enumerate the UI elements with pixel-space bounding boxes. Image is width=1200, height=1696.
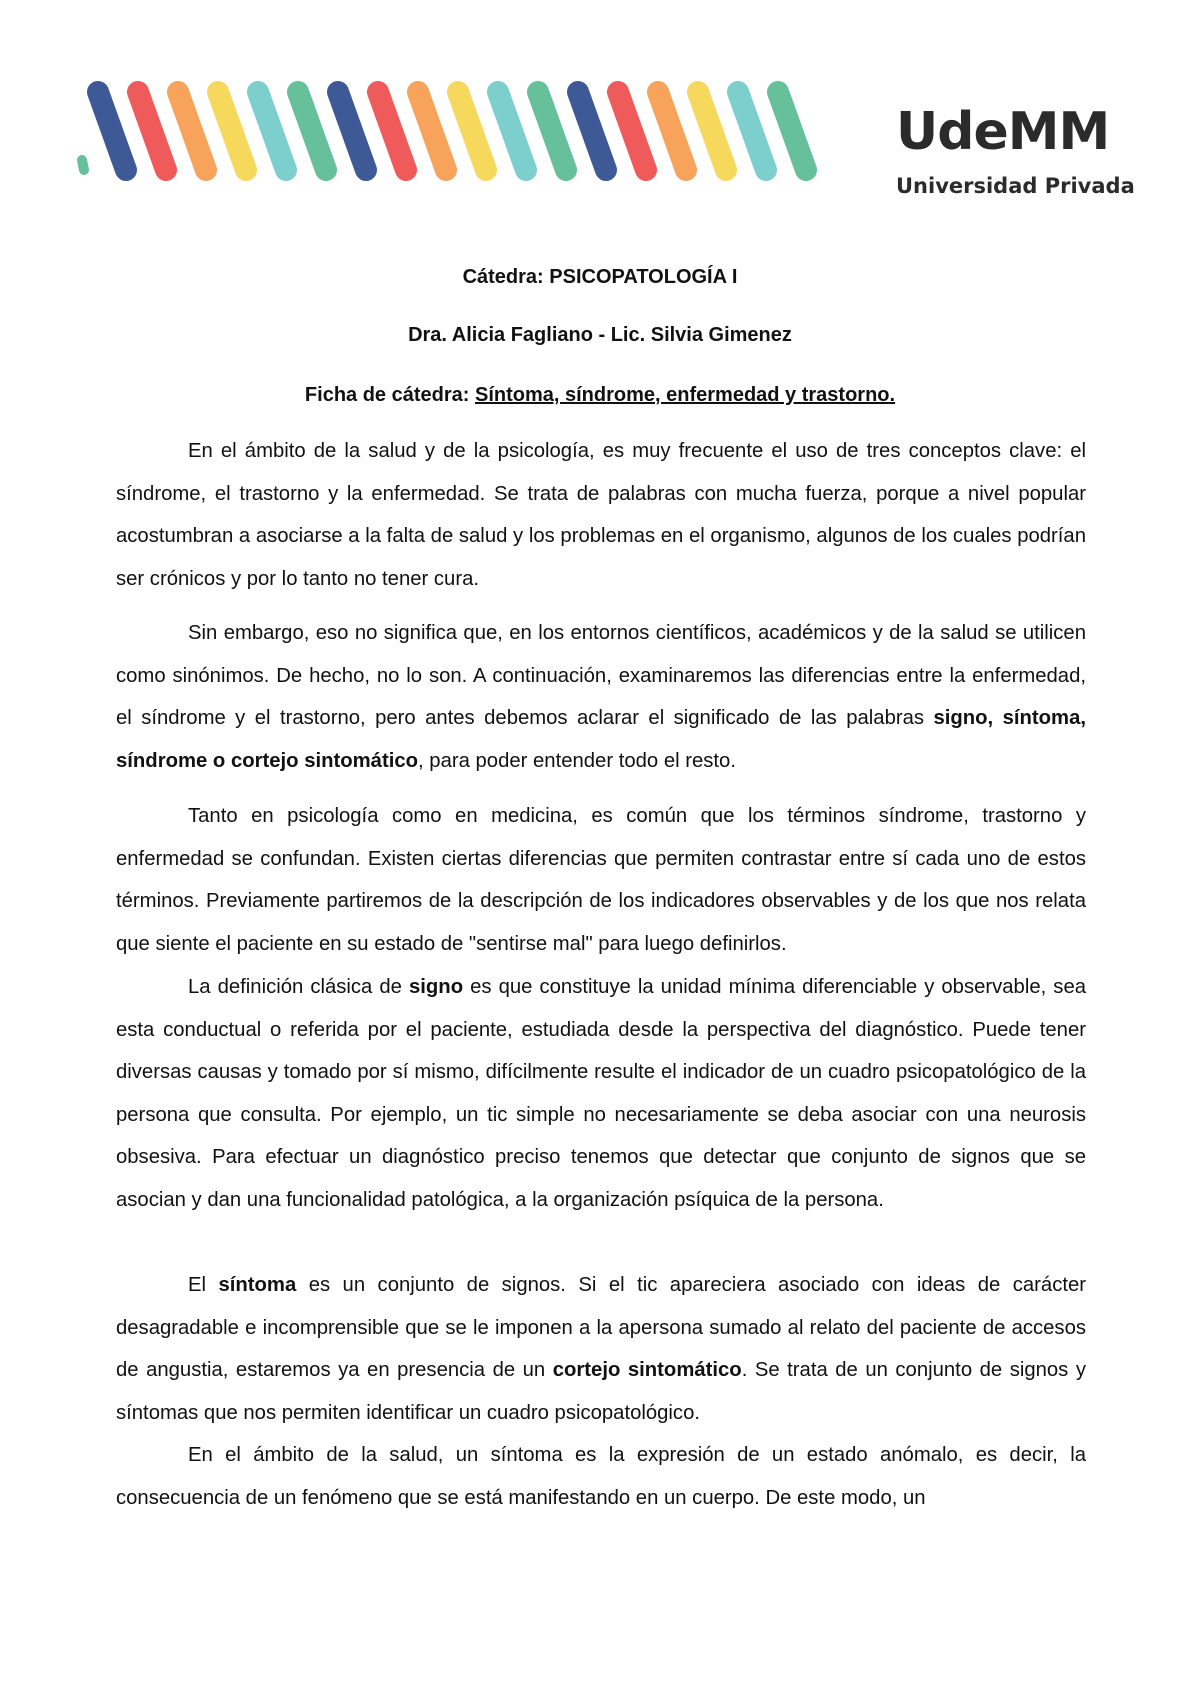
paragraph-5-text: El: [188, 1274, 219, 1296]
stripe: [138, 92, 166, 170]
paragraph-4-bold: signo: [409, 976, 464, 998]
paragraph-2-bold: signo, síntoma, síndrome o cortejo sintomático: [116, 707, 1086, 772]
paragraph-5: [116, 1264, 1086, 1434]
stripe: [218, 92, 246, 170]
stripe: [578, 92, 606, 170]
paragraph-6: [116, 1434, 1086, 1519]
stripe: [298, 92, 326, 170]
paragraph-2-text: Sin embargo, eso no significa que, en los entornos científicos, académicos y de la salud se utilicen como sinónimos. De hecho, no lo son. A continuación, examinaremos las diferencias entre la enfermedad, el síndrome y el trastorno, pero antes debemos aclarar el significado de las palabras: [116, 622, 1086, 729]
stripe-edge: [82, 160, 84, 170]
paragraph-1-text: En el ámbito de la salud y de la psicología, es muy frecuente el uso de tres conceptos clave: el síndrome, el trastorno y la enfermedad. Se trata de palabras con mucha fuerza, porque a nivel popular acostumbran a asociarse a la falta de salud y los problemas en el organismo, algunos de los cuales podrían ser crónicos y por lo tanto no tener cura.: [116, 440, 1086, 590]
paragraph-4: [116, 966, 1086, 1221]
decorative-stripes: [82, 92, 806, 170]
ficha-title: Síntoma, síndrome, enfermedad y trastorno.: [474, 384, 896, 406]
paragraph-5-bold-2: cortejo sintomático: [552, 1359, 742, 1381]
paragraph-4-text: La definición clásica de: [188, 976, 409, 998]
paragraph-1: [116, 430, 1086, 600]
paragraph-3: [116, 795, 1086, 965]
stripe: [498, 92, 526, 170]
catedra-label: Cátedra:: [462, 266, 550, 288]
stripe: [98, 92, 126, 170]
stripe: [778, 92, 806, 170]
logo-title: UdeMM: [896, 102, 1110, 162]
stripe: [538, 92, 566, 170]
paragraph-2-end: , para poder entender todo el resto.: [418, 749, 736, 772]
stripe: [338, 92, 366, 170]
stripe: [178, 92, 206, 170]
paragraph-3-text: Tanto en psicología como en medicina, es común que los términos síndrome, trastorno y enfermedad se confundan. Existen ciertas diferencias que permiten contrastar entre sí cada uno de estos términos. Previamente partiremos de la descripción de los indicadores observables y de los que nos relata que siente el paciente en su estado de "sentirse mal" para luego definirlos.: [116, 805, 1086, 955]
stripe: [258, 92, 286, 170]
paragraph-5-mid: es un conjunto de signos. Si el tic apareciera asociado con ideas de carácter desagradable e incomprensible que se le imponen a la apersona sumado al relato del paciente de accesos de angustia, estaremos ya en presencia de un: [116, 1274, 1087, 1381]
paragraph-4-end: es que constituye la unidad mínima diferenciable y observable, sea esta conductual o referida por el paciente, estudiada desde la perspectiva del diagnóstico. Puede tener diversas causas y tomado por sí mismo, difícilmente resulte el indicador de un cuadro psicopatológico de la persona que consulta. Por ejemplo, un tic simple no necesariamente se deba asociar con una neurosis obsesiva. Para efectuar un diagnóstico preciso tenemos que detectar que conjunto de signos que se asocian y dan una funcionalidad patológica, a la organización psíquica de la persona.: [116, 976, 1087, 1211]
stripe: [738, 92, 766, 170]
paragraph-5-end: . Se trata de un conjunto de signos y síntomas que nos permiten identificar un cuadro psicopatológico.: [116, 1359, 1086, 1424]
authors-heading: Dra. Alicia Fagliano - Lic. Silvia Gimenez: [408, 324, 792, 346]
stripe: [418, 92, 446, 170]
logo-subtitle: Universidad Privada: [896, 174, 1135, 198]
paragraph-6-text: En el ámbito de la salud, un síntoma es la expresión de un estado anómalo, es decir, la consecuencia de un fenómeno que se está manifestando en un cuerpo. De este modo, un: [116, 1444, 1086, 1509]
stripe: [698, 92, 726, 170]
catedra-value: PSICOPATOLOGÍA I: [549, 266, 738, 288]
paragraph-2: [116, 612, 1086, 782]
catedra-heading: [0, 267, 1200, 287]
paragraph-5-bold-1: síntoma: [218, 1274, 297, 1296]
stripe: [458, 92, 486, 170]
ficha-label: Ficha de cátedra:: [304, 384, 475, 406]
stripe: [618, 92, 646, 170]
stripe: [378, 92, 406, 170]
stripe: [658, 92, 686, 170]
ficha-heading: [0, 385, 1200, 405]
